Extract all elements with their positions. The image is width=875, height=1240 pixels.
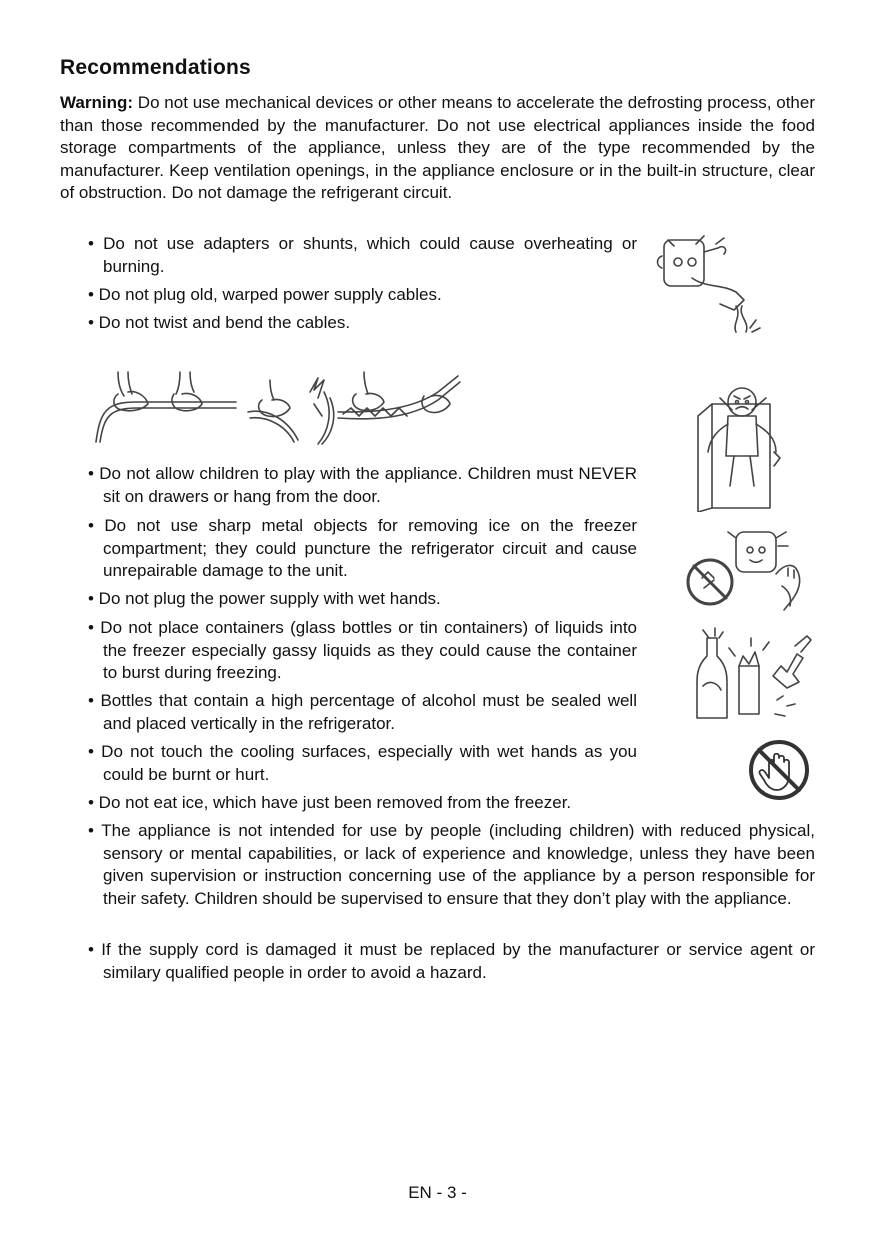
bullet-eat-ice: • Do not eat ice, which have just been removed from the freezer. bbox=[88, 793, 572, 812]
no-wet-hands-socket-illustration-icon bbox=[680, 528, 810, 612]
bullet-capabilities: • The appliance is not intended for use by people (including children) with reduced physical, sensory or mental capabilities, or lack of experience and knowledge, unless they have been given supervision or instruction concerning use of the appliance by a person responsible for their safety. Children should be supervised to ensure that they don’t play with the appliance. bbox=[88, 821, 815, 908]
bullet-alcohol-bottles: • Bottles that contain a high percentage of alcohol must be sealed well and placed vertically in the refrigerator. bbox=[88, 691, 637, 733]
page-number: EN - 3 - bbox=[408, 1183, 467, 1202]
bullet-old-cables: • Do not plug old, warped power supply cables. bbox=[88, 285, 442, 304]
bullet-supply-cord: • If the supply cord is damaged it must be replaced by the manufacturer or service agent or similary qualified people in order to avoid a hazard. bbox=[88, 940, 815, 982]
warning-label: Warning: bbox=[60, 93, 134, 112]
warning-text: Do not use mechanical devices or other means to accelerate the defrosting process, other than those recommended by the manufacturer. Do not use electrical appliances inside the food storage compartments of the appliance, unless they are of the type recommended by the manufacturer. Keep ventilation openings, in the appliance enclosure or in the built-in structure, clear of obstruction. Do not damage the refrigerant circuit. bbox=[60, 93, 815, 202]
bursting-bottles-illustration-icon bbox=[695, 626, 815, 722]
bullet-twist-cables: • Do not twist and bend the cables. bbox=[88, 313, 351, 332]
child-on-fridge-door-illustration-icon bbox=[690, 380, 790, 512]
bullet-adapters: • Do not use adapters or shunts, which could cause overheating or burning. bbox=[88, 234, 637, 276]
bullet-children-play: • Do not allow children to play with the appliance. Children must NEVER sit on drawers or hang from the door. bbox=[88, 464, 637, 506]
section-title: Recommendations bbox=[60, 56, 251, 79]
bullet-wet-hands: • Do not plug the power supply with wet hands. bbox=[88, 589, 441, 608]
plug-socket-illustration-icon bbox=[652, 232, 762, 336]
bullet-sharp-objects: • Do not use sharp metal objects for removing ice on the freezer compartment; they could puncture the refrigerator circuit and cause unrepairable damage to the unit. bbox=[88, 516, 637, 580]
warning-paragraph bbox=[60, 92, 815, 205]
cable-twisting-hands-illustration-icon bbox=[88, 352, 473, 447]
no-touch-hand-prohibition-icon bbox=[745, 738, 813, 802]
bullet-containers: • Do not place containers (glass bottles or tin containers) of liquids into the freezer especially gassy liquids as they could cause the container to burst during freezing. bbox=[88, 618, 637, 682]
bullet-cooling-surfaces: • Do not touch the cooling surfaces, especially with wet hands as you could be burnt or hurt. bbox=[88, 742, 637, 784]
